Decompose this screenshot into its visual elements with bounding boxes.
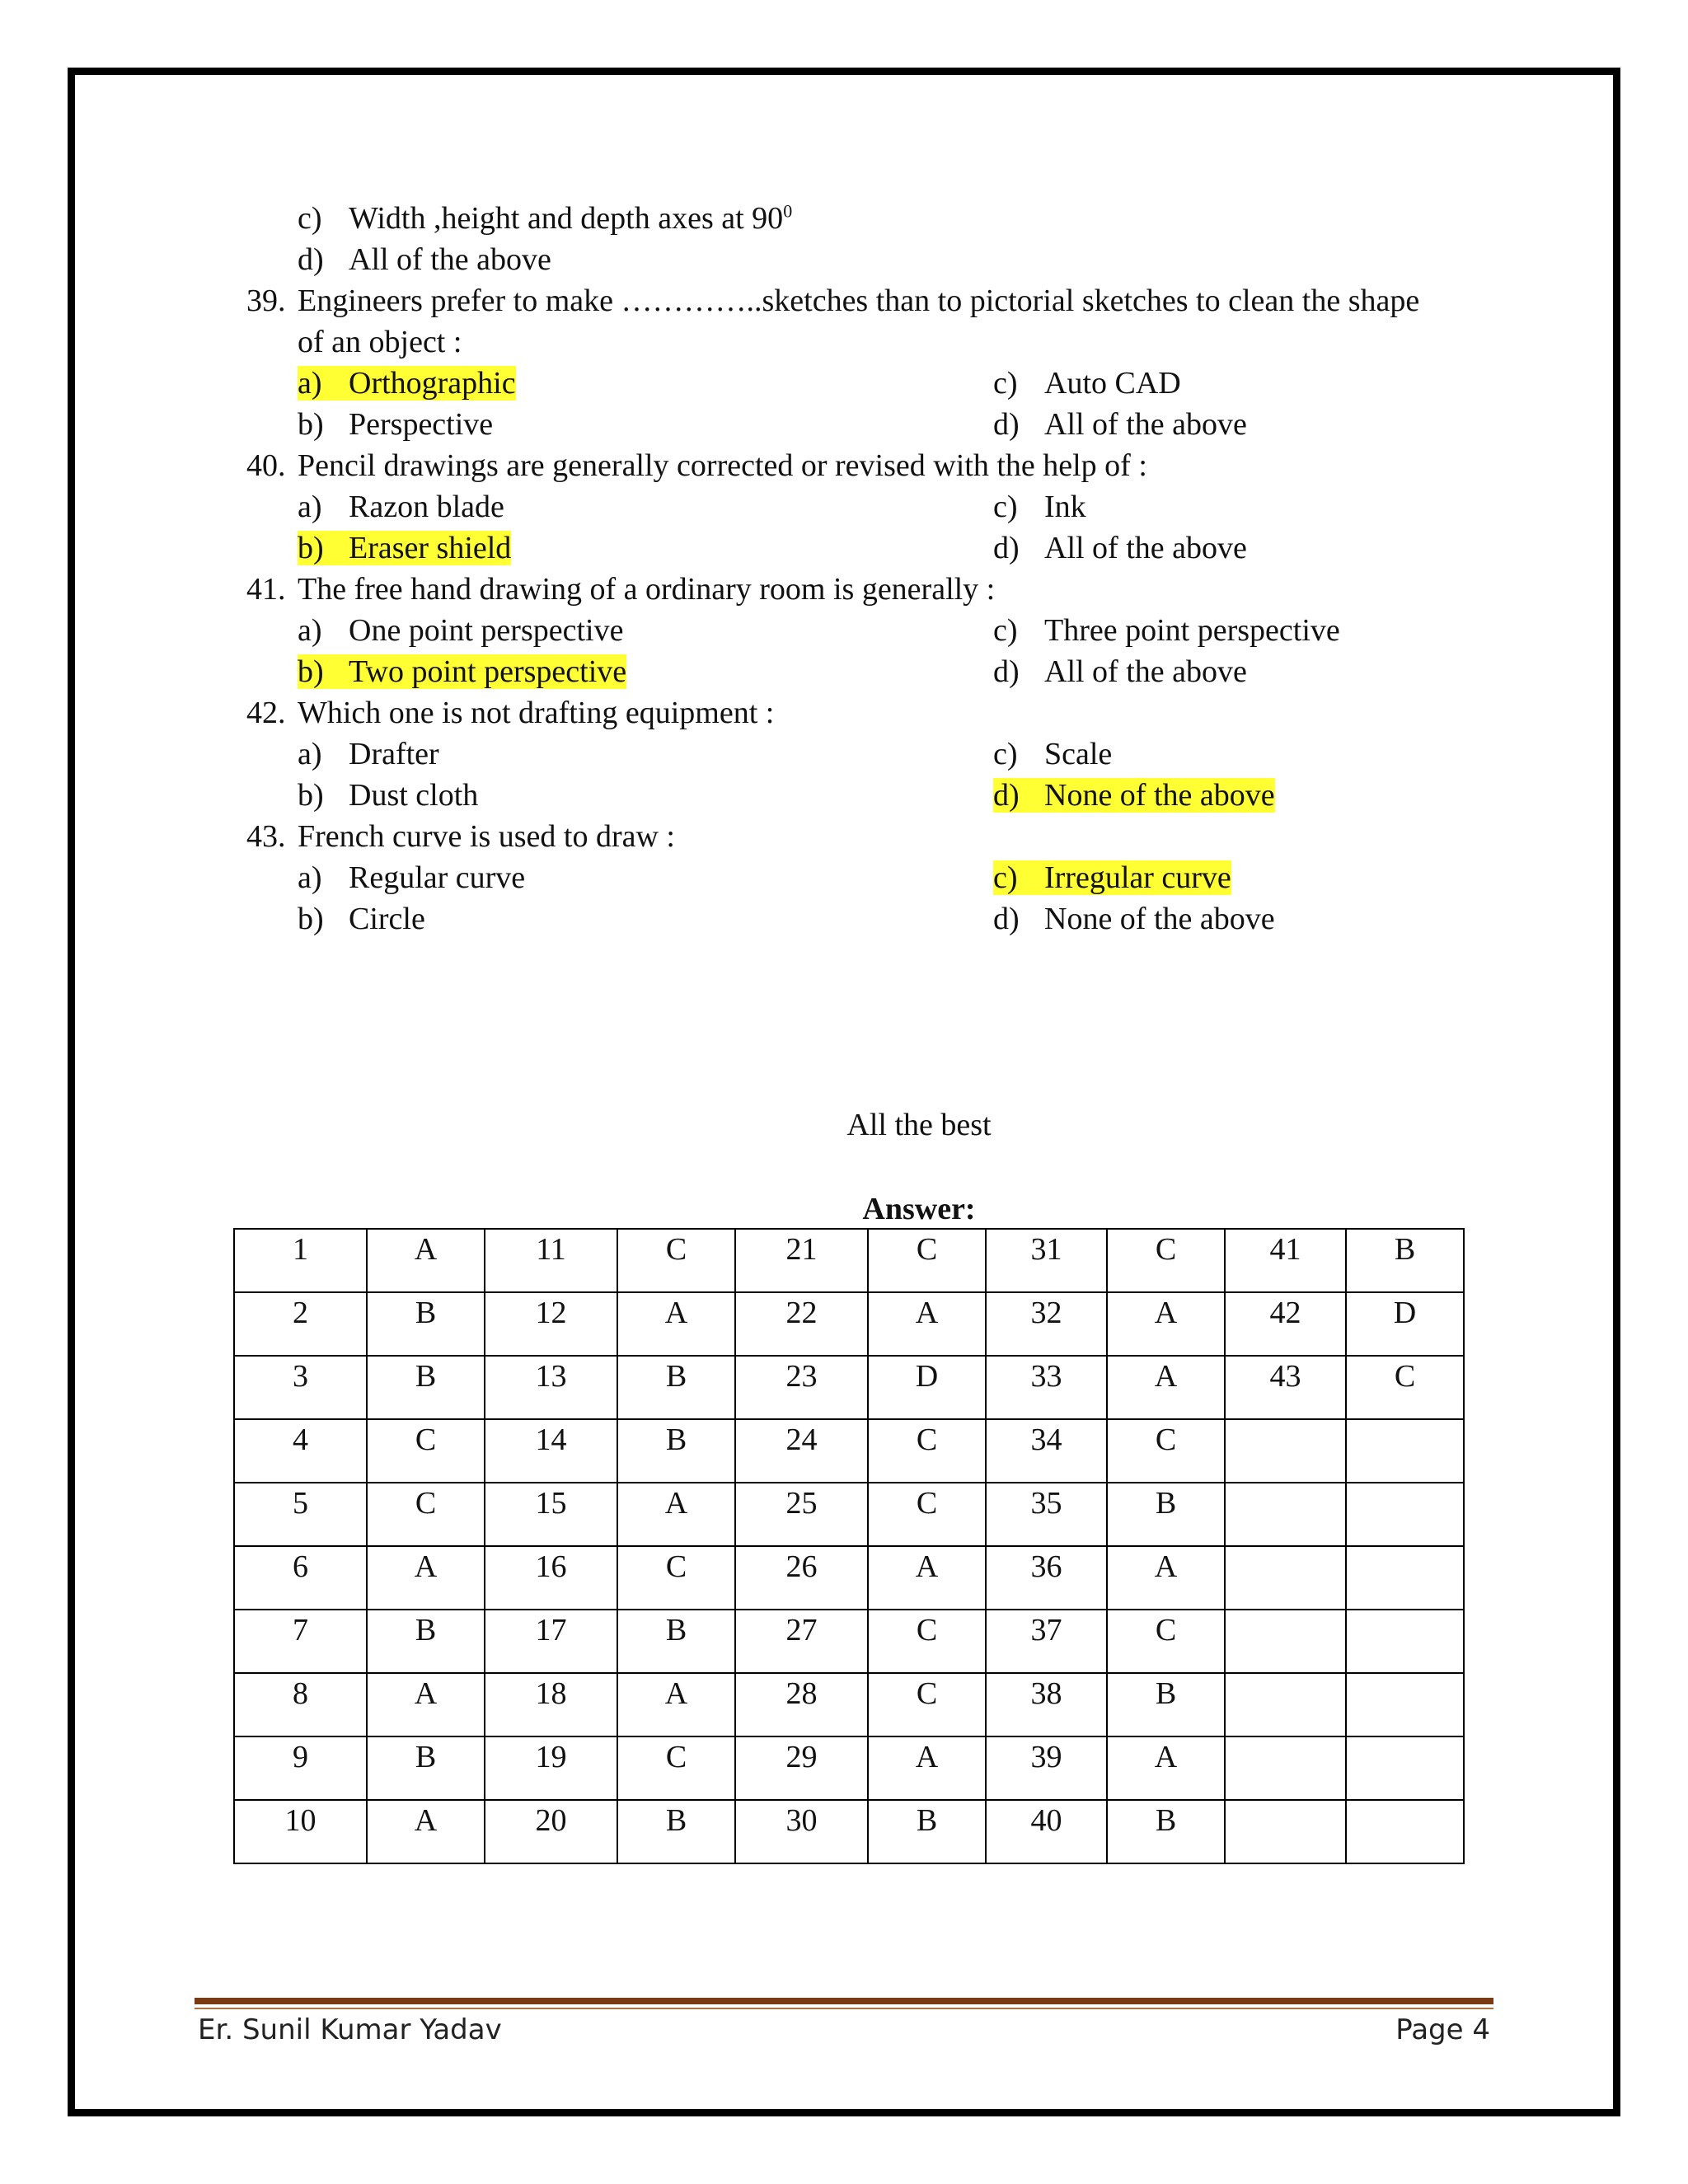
answer-letter-cell: C [868,1229,986,1292]
question-number-cell: 29 [735,1736,868,1800]
question-number-cell: 42 [1225,1292,1346,1356]
question-number-cell: 17 [485,1610,617,1673]
question-number-cell: 9 [234,1736,367,1800]
question-number-cell: 19 [485,1736,617,1800]
answer-letter-cell [1346,1610,1464,1673]
footer-rule [195,1998,1493,2004]
option-a-q39 [298,363,516,404]
closing-text: All the best [846,1108,992,1142]
table-row [234,1229,1464,1292]
answer-letter-cell: B [1107,1673,1225,1736]
option-c-q43 [993,857,1231,898]
question-text: Which one is not drafting equipment : [298,696,775,730]
question-number-cell: 14 [485,1419,617,1483]
answer-letter-cell: A [617,1483,735,1546]
answer-letter-cell: B [367,1610,485,1673]
option-d-q38: d) All of the above [298,242,551,277]
table-row [234,1483,1464,1546]
question-number-cell: 40 [986,1800,1107,1863]
answer-letter-cell: B [1107,1483,1225,1546]
answer-letter-cell: A [868,1546,986,1610]
answer-letter-cell: A [868,1736,986,1800]
option-a-q41: a) One point perspective [298,613,624,648]
question-number-cell [1225,1800,1346,1863]
answer-letter-cell: B [617,1419,735,1483]
question-number-cell: 13 [485,1356,617,1419]
answer-letter-cell: C [1346,1356,1464,1419]
option-c-q41: c) Three point perspective [993,613,1340,648]
answer-letter-cell [1346,1483,1464,1546]
question-number-cell: 18 [485,1673,617,1736]
question-text: Engineers prefer to make …………..sketches than to pictorial sketches to clean the shape [298,284,1420,318]
answer-letter-cell [1346,1419,1464,1483]
answer-letter-cell: A [367,1673,485,1736]
highlighted-answer: a) Orthographic [298,366,516,401]
question-number-cell: 27 [735,1610,868,1673]
answer-key-body [234,1229,1464,1863]
option-d-q42 [993,775,1275,816]
question-number-cell [1225,1736,1346,1800]
answer-letter-cell [1346,1673,1464,1736]
answer-letter-cell [1346,1800,1464,1863]
question-40: 40. Pencil drawings are generally corrected or revised with the help of : [246,448,1147,483]
option-b-q39: b) Perspective [298,407,494,442]
option-d-q39: d) All of the above [993,407,1247,442]
question-number-cell: 33 [986,1356,1107,1419]
answer-letter-cell: C [367,1419,485,1483]
answer-letter-cell: B [1346,1229,1464,1292]
question-text: The free hand drawing of a ordinary room is generally : [298,572,996,607]
question-number-cell: 8 [234,1673,367,1736]
question-number-cell [1225,1419,1346,1483]
option-b-q40 [298,527,511,569]
answer-letter-cell: C [617,1229,735,1292]
question-number-cell: 7 [234,1610,367,1673]
option-c-q42: c) Scale [993,737,1113,771]
answer-letter-cell: C [868,1610,986,1673]
option-d-q41: d) All of the above [993,654,1247,689]
question-number-cell: 32 [986,1292,1107,1356]
table-row [234,1673,1464,1736]
footer-rule-thin [195,2008,1493,2009]
question-number-cell: 4 [234,1419,367,1483]
answer-letter-cell: A [1107,1736,1225,1800]
question-number-cell: 12 [485,1292,617,1356]
answer-letter-cell: B [367,1292,485,1356]
answer-letter-cell: C [868,1419,986,1483]
question-number-cell: 24 [735,1419,868,1483]
answer-letter-cell: B [367,1356,485,1419]
question-number-cell: 25 [735,1483,868,1546]
question-39-continuation: of an object : [298,325,462,359]
question-number-cell: 36 [986,1546,1107,1610]
option-b-q42: b) Dust cloth [298,778,479,813]
option-c-q39: c) Auto CAD [993,366,1181,401]
question-number-cell: 43 [1225,1356,1346,1419]
question-number-cell: 16 [485,1546,617,1610]
question-number-cell: 10 [234,1800,367,1863]
answer-title: Answer: [862,1192,976,1226]
question-number-cell: 20 [485,1800,617,1863]
question-number-cell: 26 [735,1546,868,1610]
question-number-cell: 1 [234,1229,367,1292]
question-number-cell: 5 [234,1483,367,1546]
table-row [234,1800,1464,1863]
answer-letter-cell: C [1107,1610,1225,1673]
answer-letter-cell: D [868,1356,986,1419]
question-number-cell: 37 [986,1610,1107,1673]
table-row [234,1356,1464,1419]
answer-letter-cell: C [1107,1229,1225,1292]
option-c-q40: c) Ink [993,490,1086,524]
table-row [234,1546,1464,1610]
option-a-q40: a) Razon blade [298,490,504,524]
answer-letter-cell: C [367,1483,485,1546]
question-number-cell [1225,1673,1346,1736]
answer-letter-cell: B [617,1610,735,1673]
answer-letter-cell: A [1107,1356,1225,1419]
question-number-cell: 21 [735,1229,868,1292]
highlighted-answer: b) Eraser shield [298,531,512,565]
question-number-cell: 31 [986,1229,1107,1292]
option-text: All of the above [349,242,551,277]
question-number-cell: 34 [986,1419,1107,1483]
answer-letter-cell: C [868,1483,986,1546]
question-number-cell [1225,1610,1346,1673]
option-text: Width ,height and depth axes at 90 [349,201,784,236]
question-number-cell: 22 [735,1292,868,1356]
question-number-cell [1225,1483,1346,1546]
answer-letter-cell: B [367,1736,485,1800]
answer-letter-cell: B [1107,1800,1225,1863]
option-b-q43: b) Circle [298,902,425,936]
answer-letter-cell: C [617,1736,735,1800]
answer-letter-cell [1346,1546,1464,1610]
answer-letter-cell: B [617,1800,735,1863]
question-41: 41. The free hand drawing of a ordinary room is generally : [246,572,996,607]
question-number-cell: 2 [234,1292,367,1356]
answer-letter-cell: B [868,1800,986,1863]
question-43: 43. French curve is used to draw : [246,819,675,854]
answer-letter-cell: A [367,1229,485,1292]
question-number-cell: 35 [986,1483,1107,1546]
question-number-cell: 30 [735,1800,868,1863]
option-d-q40: d) All of the above [993,531,1247,565]
question-text: Pencil drawings are generally corrected or revised with the help of : [298,448,1147,483]
question-number-cell: 28 [735,1673,868,1736]
superscript: 0 [783,200,793,222]
question-number-cell: 15 [485,1483,617,1546]
question-number-cell [1225,1546,1346,1610]
highlighted-answer: b) Two point perspective [298,654,627,689]
table-row [234,1736,1464,1800]
table-row [234,1610,1464,1673]
question-number-cell: 11 [485,1229,617,1292]
answer-letter-cell: A [617,1673,735,1736]
option-c-q38: c) Width ,height and depth axes at $90^0$ [298,200,793,236]
answer-letter-cell: A [1107,1292,1225,1356]
option-a-q43: a) Regular curve [298,860,526,895]
highlighted-answer: d) None of the above [993,778,1275,813]
answer-letter-cell: C [1107,1419,1225,1483]
question-39: 39. Engineers prefer to make …………..sketches than to pictorial sketches to clean the shape [246,284,1420,318]
question-42: 42. Which one is not drafting equipment : [246,696,775,730]
answer-letter-cell: A [617,1292,735,1356]
answer-key-table [233,1228,1465,1864]
table-row [234,1292,1464,1356]
question-number-cell: 3 [234,1356,367,1419]
answer-letter-cell: A [367,1800,485,1863]
answer-letter-cell: D [1346,1292,1464,1356]
footer-page-number: Page 4 [1395,2013,1490,2046]
option-b-q41 [298,651,626,692]
answer-letter-cell: C [868,1673,986,1736]
footer-author: Er. Sunil Kumar Yadav [198,2013,502,2046]
question-number-cell: 41 [1225,1229,1346,1292]
answer-letter-cell: A [868,1292,986,1356]
question-number-cell: 39 [986,1736,1107,1800]
answer-letter-cell: A [1107,1546,1225,1610]
question-number-cell: 6 [234,1546,367,1610]
question-number-cell: 23 [735,1356,868,1419]
question-number-cell: 38 [986,1673,1107,1736]
option-d-q43: d) None of the above [993,902,1275,936]
table-row [234,1419,1464,1483]
answer-letter-cell: A [367,1546,485,1610]
answer-letter-cell: B [617,1356,735,1419]
question-text: French curve is used to draw : [298,819,675,854]
option-a-q42: a) Drafter [298,737,439,771]
answer-letter-cell: C [617,1546,735,1610]
answer-letter-cell [1346,1736,1464,1800]
highlighted-answer: c) Irregular curve [993,860,1231,895]
